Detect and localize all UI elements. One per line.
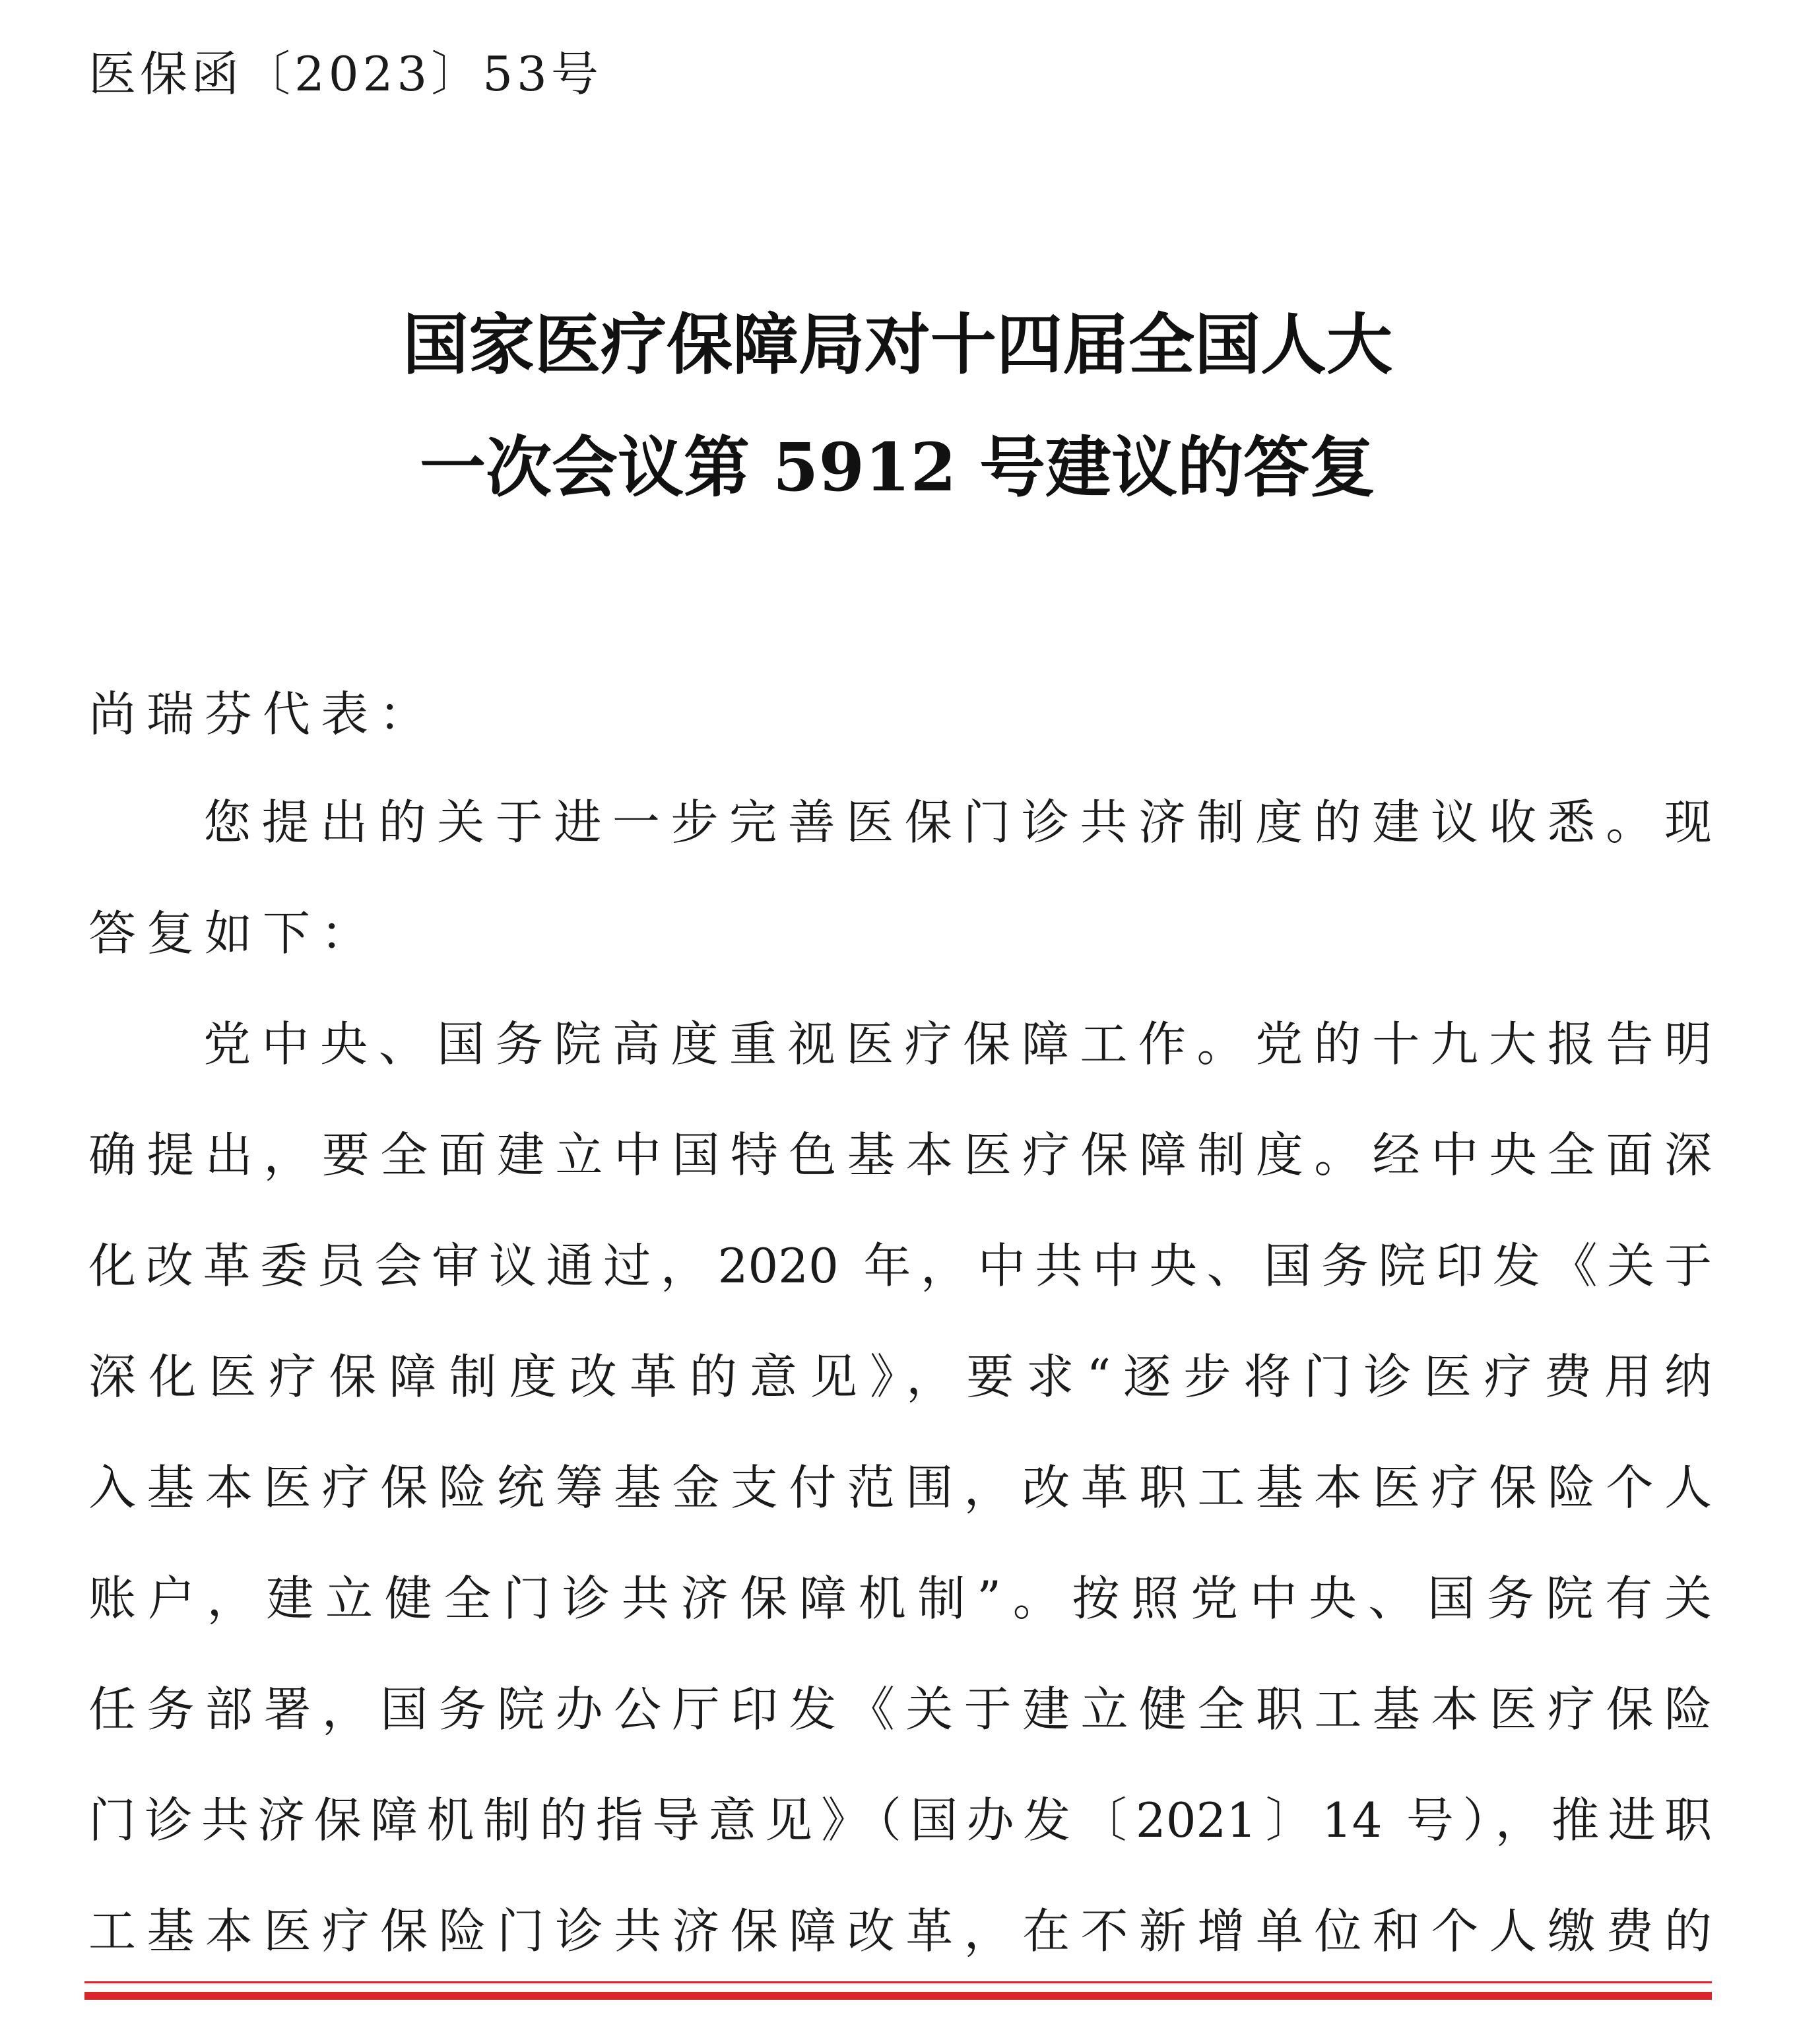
body-line: 确提出，要全面建立中国特色基本医疗保障制度。经中央全面深 [88, 1127, 1712, 1183]
body-line: 任务部署，国务院办公厅印发《关于建立健全职工基本医疗保险 [88, 1682, 1712, 1737]
body-line: 化改革委员会审议通过，2020 年，中共中央、国务院印发《关于 [88, 1238, 1712, 1294]
body-line: 工基本医疗保险门诊共济保障改革，在不新增单位和个人缴费的 [88, 1903, 1712, 1959]
body-line: 入基本医疗保险统筹基金支付范围，改革职工基本医疗保险个人 [88, 1460, 1712, 1515]
title-line-1: 国家医疗保障局对十四届全国人大 [403, 306, 1392, 383]
body-line: 账户，建立健全门诊共济保障机制”。按照党中央、国务院有关 [88, 1571, 1712, 1626]
body-line: 党中央、国务院高度重视医疗保障工作。党的十九大报告明 [203, 1016, 1712, 1072]
footer-rule-thin [84, 1981, 1712, 1983]
salutation: 尚瑞芬代表： [88, 686, 438, 742]
body-line: 门诊共济保障机制的指导意见》（国办发〔2021〕14 号），推进职 [88, 1793, 1712, 1848]
body-line: 您提出的关于进一步完善医保门诊共济制度的建议收悉。现 [203, 795, 1712, 850]
body-line: 答复如下： [88, 906, 379, 961]
body-line: 深化医疗保障制度改革的意见》，要求“逐步将门诊医疗费用纳 [88, 1349, 1712, 1404]
document-number: 医保函〔2023〕53号 [88, 46, 603, 102]
title-line-2: 一次会议第 5912 号建议的答复 [420, 428, 1375, 506]
footer-rule-thick [84, 1992, 1712, 2000]
